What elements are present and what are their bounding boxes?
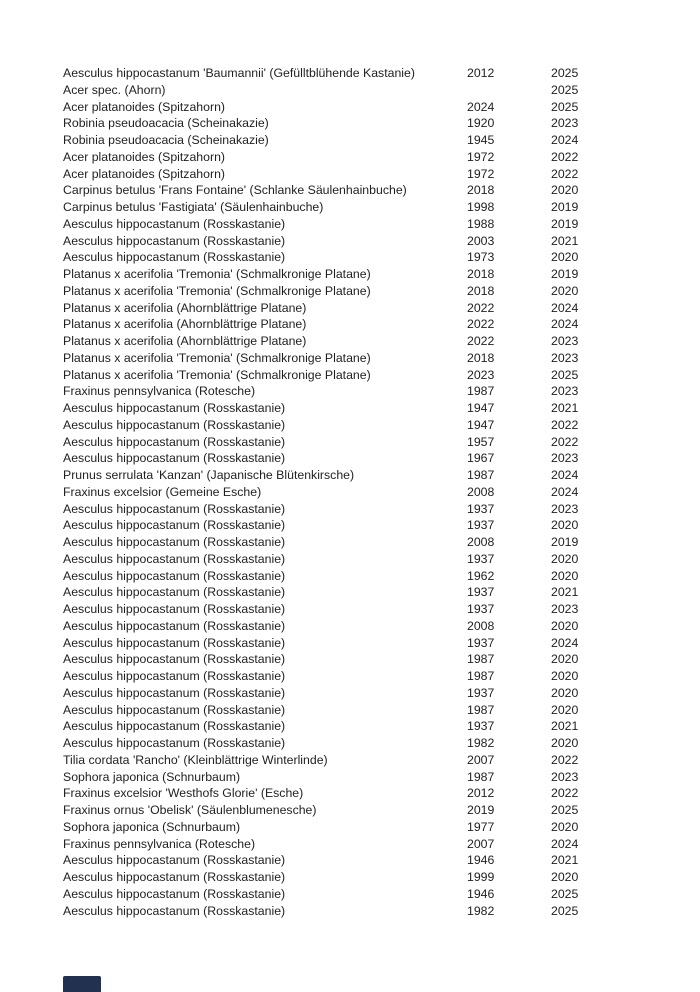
year-planted: 1920 [467,116,495,131]
species-name: Aesculus hippocastanum (Rosskastanie) [63,216,286,231]
year-surveyed: 2020 [551,819,579,834]
year-surveyed: 2021 [551,233,579,248]
year-surveyed: 2023 [551,451,579,466]
table-row [63,785,623,802]
year-surveyed: 2021 [551,585,579,600]
species-name: Platanus x acerifolia 'Tremonia' (Schmalkronige Platane) [63,283,371,298]
species-name: Acer platanoides (Spitzahorn) [63,99,225,114]
year-planted: 1937 [467,501,495,516]
year-surveyed: 2020 [551,183,579,198]
year-surveyed: 2022 [551,786,579,801]
table-row [63,635,623,652]
table-row [63,65,623,82]
year-planted: 2023 [467,367,495,382]
species-name: Carpinus betulus 'Frans Fontaine' (Schlanke Säulenhainbuche) [63,183,407,198]
table-row [63,166,623,183]
species-name: Fraxinus pennsylvanica (Rotesche) [63,836,256,851]
table-row [63,283,623,300]
year-planted: 1946 [467,853,495,868]
table-row [63,534,623,551]
year-planted: 1957 [467,434,495,449]
table-row [63,216,623,233]
table-row [63,99,623,116]
year-surveyed: 2021 [551,719,579,734]
year-surveyed: 2023 [551,769,579,784]
table-row [63,651,623,668]
year-planted: 1987 [467,669,495,683]
year-planted: 1972 [467,166,495,181]
year-planted: 1987 [467,769,495,784]
year-surveyed: 2020 [551,250,579,265]
year-surveyed: 2024 [551,836,579,851]
species-name: Aesculus hippocastanum (Rosskastanie) [63,635,286,650]
year-planted: 1937 [467,551,495,566]
year-surveyed: 2020 [551,518,579,533]
species-name: Acer platanoides (Spitzahorn) [63,149,225,164]
year-planted: 2007 [467,752,495,767]
table-row [63,517,623,534]
year-planted: 2019 [467,803,495,817]
year-surveyed: 2024 [551,133,579,147]
year-surveyed: 2025 [551,886,579,901]
year-surveyed: 2024 [551,484,579,499]
year-planted: 1987 [467,652,495,667]
table-row [63,417,623,434]
year-surveyed: 2023 [551,334,579,348]
table-row [63,383,623,400]
year-planted: 2007 [467,836,495,851]
species-name: Aesculus hippocastanum (Rosskastanie) [63,401,286,415]
species-name: Fraxinus pennsylvanica (Rotesche) [63,384,256,399]
year-surveyed: 2021 [551,401,579,415]
table-row [63,618,623,635]
species-name: Platanus x acerifolia (Ahornblättrige Platane) [63,317,307,332]
year-planted: 2018 [467,183,495,198]
species-name: Fraxinus excelsior (Gemeine Esche) [63,484,262,499]
year-surveyed: 2025 [551,99,579,114]
year-surveyed: 2019 [551,535,579,549]
table-row [63,149,623,166]
species-name: Aesculus hippocastanum (Rosskastanie) [63,535,286,549]
table-row [63,300,623,317]
year-planted: 2022 [467,300,495,315]
table-row [63,584,623,601]
table-row [63,769,623,786]
year-surveyed: 2021 [551,853,579,868]
species-name: Sophora japonica (Schnurbaum) [63,819,241,834]
year-planted: 2024 [467,99,495,114]
year-surveyed: 2025 [551,903,579,918]
year-surveyed: 2020 [551,702,579,717]
year-surveyed: 2020 [551,283,579,298]
year-planted: 1947 [467,417,495,432]
species-name: Aesculus hippocastanum (Rosskastanie) [63,669,286,683]
table-row [63,819,623,836]
year-surveyed: 2025 [551,82,579,97]
year-surveyed: 2020 [551,870,579,884]
table-row [63,350,623,367]
species-name: Aesculus hippocastanum (Rosskastanie) [63,853,286,868]
species-name: Aesculus hippocastanum (Rosskastanie) [63,685,286,700]
species-name: Aesculus hippocastanum (Rosskastanie) [63,518,286,533]
year-surveyed: 2020 [551,551,579,566]
year-planted: 1937 [467,719,495,734]
table-row [63,450,623,467]
year-planted: 1937 [467,518,495,533]
table-row [63,400,623,417]
year-surveyed: 2024 [551,300,579,315]
table-row [63,702,623,719]
species-name: Aesculus hippocastanum (Rosskastanie) [63,903,286,918]
year-surveyed: 2023 [551,350,579,365]
species-name: Aesculus hippocastanum (Rosskastanie) [63,233,286,248]
year-surveyed: 2022 [551,434,579,449]
species-name: Prunus serrulata 'Kanzan' (Japanische Blütenkirsche) [63,468,355,482]
species-name: Acer spec. (Ahorn) [63,82,166,97]
table-row [63,182,623,199]
species-name: Aesculus hippocastanum (Rosskastanie) [63,652,286,667]
table-row [63,718,623,735]
year-planted: 1947 [467,401,495,415]
year-surveyed: 2020 [551,736,579,750]
species-name: Aesculus hippocastanum (Rosskastanie) [63,618,286,633]
species-name: Platanus x acerifolia 'Tremonia' (Schmalkronige Platane) [63,350,371,365]
year-planted: 1973 [467,250,495,265]
species-name: Aesculus hippocastanum (Rosskastanie) [63,702,286,717]
table-row [63,115,623,132]
species-name: Sophora japonica (Schnurbaum) [63,769,241,784]
year-surveyed: 2025 [551,66,579,80]
species-name: Aesculus hippocastanum (Rosskastanie) [63,417,286,432]
tree-species-table [63,65,623,919]
table-row [63,266,623,283]
table-row [63,601,623,618]
species-name: Platanus x acerifolia (Ahornblättrige Platane) [63,300,307,315]
year-planted: 2003 [467,233,495,248]
species-name: Carpinus betulus 'Fastigiata' (Säulenhainbuche) [63,200,324,214]
year-surveyed: 2023 [551,116,579,131]
year-planted: 1937 [467,602,495,616]
year-planted: 2022 [467,317,495,332]
table-row [63,886,623,903]
year-surveyed: 2019 [551,216,579,231]
year-planted: 2022 [467,334,495,348]
species-name: Aesculus hippocastanum (Rosskastanie) [63,886,286,901]
year-surveyed: 2022 [551,417,579,432]
species-name: Aesculus hippocastanum (Rosskastanie) [63,434,286,449]
table-row [63,685,623,702]
year-surveyed: 2024 [551,317,579,332]
year-planted: 1987 [467,468,495,482]
table-row [63,233,623,250]
species-name: Platanus x acerifolia 'Tremonia' (Schmalkronige Platane) [63,367,371,382]
year-surveyed: 2020 [551,652,579,667]
species-name: Aesculus hippocastanum 'Baumannii' (Gefülltblühende Kastanie) [63,66,415,80]
year-surveyed: 2022 [551,149,579,164]
year-planted: 1937 [467,685,495,700]
year-planted: 1977 [467,819,495,834]
table-row [63,735,623,752]
year-planted: 1999 [467,870,495,884]
species-name: Robinia pseudoacacia (Scheinakazie) [63,133,269,147]
table-row [63,903,623,920]
table-row [63,836,623,853]
year-planted: 1998 [467,200,495,214]
year-planted: 1946 [467,886,495,901]
year-surveyed: 2023 [551,384,579,399]
table-row [63,551,623,568]
species-name: Tilia cordata 'Rancho' (Kleinblättrige Winterlinde) [63,752,328,767]
table-row [63,668,623,685]
year-planted: 1987 [467,384,495,399]
species-name: Aesculus hippocastanum (Rosskastanie) [63,736,286,750]
table-row [63,434,623,451]
species-name: Platanus x acerifolia 'Tremonia' (Schmalkronige Platane) [63,267,371,281]
table-row [63,316,623,333]
year-planted: 2018 [467,267,495,281]
species-name: Aesculus hippocastanum (Rosskastanie) [63,602,286,616]
year-surveyed: 2025 [551,367,579,382]
species-name: Aesculus hippocastanum (Rosskastanie) [63,585,286,600]
year-planted: 1945 [467,133,495,147]
year-planted: 2008 [467,535,495,549]
year-surveyed: 2020 [551,618,579,633]
year-surveyed: 2023 [551,501,579,516]
year-planted: 2018 [467,283,495,298]
species-name: Acer platanoides (Spitzahorn) [63,166,225,181]
table-row [63,752,623,769]
year-surveyed: 2019 [551,267,579,281]
year-planted: 2008 [467,618,495,633]
table-row [63,367,623,384]
year-planted: 1982 [467,736,495,750]
year-planted: 1982 [467,903,495,918]
species-name: Aesculus hippocastanum (Rosskastanie) [63,501,286,516]
year-planted: 2008 [467,484,495,499]
table-row [63,568,623,585]
year-surveyed: 2020 [551,669,579,683]
year-planted: 2012 [467,66,495,80]
table-row [63,333,623,350]
year-planted: 1988 [467,216,495,231]
year-planted: 1987 [467,702,495,717]
table-row [63,852,623,869]
year-surveyed: 2024 [551,468,579,482]
year-surveyed: 2020 [551,685,579,700]
year-surveyed: 2020 [551,568,579,583]
species-name: Fraxinus excelsior 'Westhofs Glorie' (Esche) [63,786,304,801]
year-planted: 1937 [467,635,495,650]
table-row [63,199,623,216]
table-row [63,484,623,501]
species-name: Aesculus hippocastanum (Rosskastanie) [63,451,286,466]
year-planted: 1972 [467,149,495,164]
table-row [63,869,623,886]
table-row [63,249,623,266]
table-row [63,501,623,518]
year-surveyed: 2022 [551,166,579,181]
year-surveyed: 2023 [551,602,579,616]
year-surveyed: 2024 [551,635,579,650]
species-name: Aesculus hippocastanum (Rosskastanie) [63,551,286,566]
table-row [63,467,623,484]
year-surveyed: 2019 [551,200,579,214]
species-name: Aesculus hippocastanum (Rosskastanie) [63,250,286,265]
table-row [63,82,623,99]
year-planted: 2018 [467,350,495,365]
species-name: Aesculus hippocastanum (Rosskastanie) [63,568,286,583]
year-planted: 1962 [467,568,495,583]
species-name: Fraxinus ornus 'Obelisk' (Säulenblumenesche) [63,803,317,817]
species-name: Robinia pseudoacacia (Scheinakazie) [63,116,269,131]
year-planted: 2012 [467,786,495,801]
year-planted: 1937 [467,585,495,600]
table-row [63,132,623,149]
species-name: Platanus x acerifolia (Ahornblättrige Platane) [63,334,307,348]
table-row [63,802,623,819]
year-planted: 1967 [467,451,495,466]
species-name: Aesculus hippocastanum (Rosskastanie) [63,870,286,884]
year-surveyed: 2022 [551,752,579,767]
species-name: Aesculus hippocastanum (Rosskastanie) [63,719,286,734]
year-surveyed: 2025 [551,803,579,817]
